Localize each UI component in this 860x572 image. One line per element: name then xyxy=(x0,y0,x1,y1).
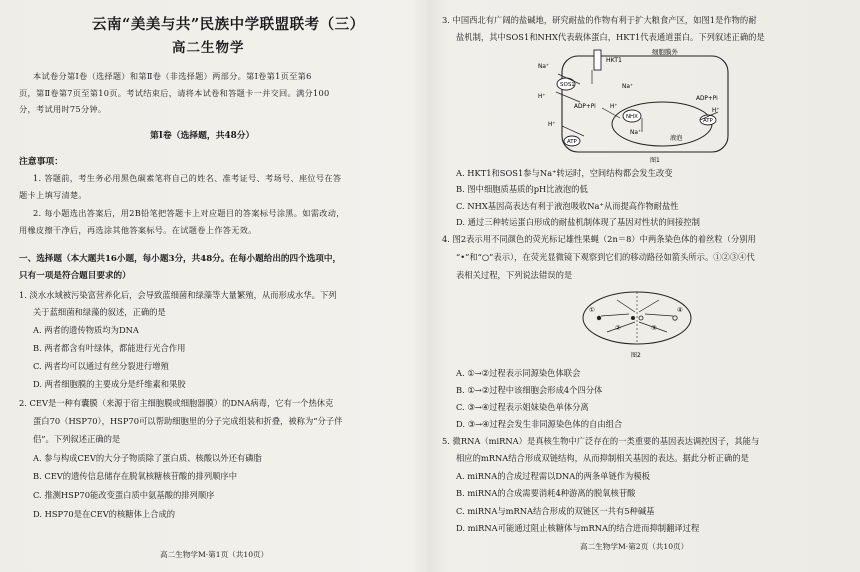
hkt1-channel xyxy=(594,50,601,70)
q3-option-b: B. 图中细胞质基质的pH比液泡的低 xyxy=(456,184,588,194)
page-2-footer: 高二生物学M·第2页（共10页） xyxy=(580,542,689,551)
figure-1-caption: 图1 xyxy=(650,157,660,164)
q4-stem-1: 4. 图2表示用不同颜色的荧光标记雄性果蝇（2n＝8）中两条染色体的着丝粒（分别用 xyxy=(442,234,756,244)
hkt1-label: HKT1 xyxy=(606,57,622,64)
q3-option-a: A. HKT1和SOS1参与Na⁺转运时，空间结构都会发生改变 xyxy=(456,168,673,178)
exam-subtitle: 高二生物学 xyxy=(172,40,245,56)
q5-stem-1: 5. 微RNA（miRNA）是真核生物中广泛存在的一类重要的基因表达调控因子，其能与 xyxy=(442,436,760,446)
figure-2-diagram xyxy=(577,288,697,360)
intro-line-1: 本试卷分第Ⅰ卷（选择题）和第Ⅱ卷（非选择题）两部分。第Ⅰ卷第1页至第6 xyxy=(33,71,312,81)
centromere-ring-1 xyxy=(673,316,677,320)
intro-line-2: 页，第Ⅱ卷第7页至第10页。考试结束后，请将本试卷和答题卡一并交回。满分100 xyxy=(19,88,330,98)
nhx-na: Na⁺ xyxy=(630,130,641,136)
note-2-line-2: 用橡皮擦干净后，再选涂其他答案标号。在试题卷上作答无效。 xyxy=(19,225,257,235)
transport-arrows xyxy=(556,70,718,136)
process-label-4: ④ xyxy=(677,306,683,314)
q5-option-a: A. miRNA的合成过程需以DNA的两条单链作为模板 xyxy=(456,471,650,481)
note-2-line-1: 2. 每小题选出答案后，用2B铅笔把答题卡上对应题目的答案标号涂黑。如需改动， xyxy=(33,208,345,218)
section1-line-1: 一、选择题（本大题共16小题，每小题3分，共48分。在每小题给出的四个选项中， xyxy=(19,254,342,264)
notes-heading: 注意事项： xyxy=(19,157,63,167)
q5-option-c: C. miRNA与mRNA结合形成的双链区一共有5种碱基 xyxy=(456,506,655,516)
q3-option-c: C. NHX基因高表达有利于液泡吸收Na⁺从而提高作物耐盐性 xyxy=(456,201,679,211)
q2-option-d: D. HSP70是在CEV的核糖体上合成的 xyxy=(33,509,176,519)
centromere-dot-1 xyxy=(597,316,601,320)
centromere-dot-2 xyxy=(631,316,635,320)
q2-stem-3: 侣”。下列叙述正确的是 xyxy=(33,434,121,444)
nhx-label: NHX xyxy=(626,114,638,120)
q1-option-c: C. 两者均可以通过有丝分裂进行增殖 xyxy=(33,361,169,371)
page-1 xyxy=(0,0,428,572)
page-2 xyxy=(432,0,860,572)
h-right: H⁺ xyxy=(712,108,720,114)
q3-stem-2: 盐机制，其中SOS1和NHX代表载体蛋白，HKT1代表通道蛋白。下列叙述正确的是 xyxy=(456,32,765,42)
section1-line-2: 只有一项是符合题目要求的） xyxy=(19,271,131,281)
q5-stem-2: 相应的mRNA结合形成双链结构，从而抑制相关基因的表达。据此分析正确的是 xyxy=(456,453,749,463)
intro-line-3: 分，考试用时75分钟。 xyxy=(19,104,107,114)
q4-option-b: B. ①→②过程中该细胞会形成4个四分体 xyxy=(456,385,603,395)
process-label-2: ② xyxy=(615,324,621,332)
figure-2-caption: 图2 xyxy=(631,352,641,359)
na-center: Na⁺ xyxy=(622,84,633,90)
note-1-line-2: 题卡上填写清楚。 xyxy=(19,190,87,200)
sos1-na-out: Na⁺ xyxy=(538,64,549,70)
atp-right: ATP xyxy=(703,118,713,124)
figure-1-diagram xyxy=(532,46,732,164)
q3-option-d: D. 通过三种转运蛋白形成的耐盐机制体现了基因对性状的间接控制 xyxy=(456,217,700,227)
vacuole xyxy=(612,102,712,146)
q1-option-b: B. 两者都含有叶绿体，都能进行光合作用 xyxy=(33,343,186,353)
part1-heading: 第Ⅰ卷（选择题，共48分） xyxy=(150,131,255,141)
q1-option-a: A. 两者的遗传物质均为DNA xyxy=(33,325,139,335)
process-label-3: ③ xyxy=(651,324,657,332)
q4-stem-3: 表相关过程，下列说法错误的是 xyxy=(456,270,573,280)
q4-option-c: C. ③→④过程表示姐妹染色单体分离 xyxy=(456,402,589,412)
q1-option-d: D. 两者细胞膜的主要成分是纤维素和果胶 xyxy=(33,379,186,389)
atp-left: ATP xyxy=(567,139,577,145)
q2-option-a: A. 参与构成CEV的大分子物质除了蛋白质、核酸以外还有磷脂 xyxy=(33,453,262,463)
q5-option-b: B. miRNA的合成需要消耗4种游离的脱氧核苷酸 xyxy=(456,488,636,498)
q3-stem-1: 3. 中国西北有广阔的盐碱地，研究耐盐的作物有利于扩大粮食产区，如图1是作物的耐 xyxy=(442,15,757,25)
note-1-line-1: 1. 答题前，考生务必用黑色碳素笔将自己的姓名、准考证号、考场号、座位号在答 xyxy=(33,173,342,183)
sos1-h-out: H⁺ xyxy=(538,94,546,100)
q1-stem-1: 1. 淡水水域被污染富营养化后，会导致蓝细菌和绿藻等大量繁殖，从而形成水华。下列 xyxy=(19,290,337,300)
exam-title: 云南“美美与共”民族中学联盟联考（三） xyxy=(92,16,365,33)
q2-stem-1: 2. CEV是一种有囊膜（来源于宿主细胞膜或细胞器膜）的DNA病毒，它有一个热休克 xyxy=(19,398,334,408)
vacuole-label: 液泡 xyxy=(670,135,683,142)
centromere-ring-2 xyxy=(639,316,643,320)
nhx-h: H⁺ xyxy=(610,104,618,110)
sos1-label: SOS1 xyxy=(560,82,575,88)
q4-option-a: A. ①→②过程表示同源染色体联会 xyxy=(456,368,581,378)
h-left: H⁺ xyxy=(548,122,556,128)
outside-label: 细胞膜外 xyxy=(652,48,678,56)
page-1-footer: 高二生物学M·第1页（共10页） xyxy=(160,550,269,559)
adp-right: ADP+Pi xyxy=(696,96,718,102)
q2-option-b: B. CEV的遗传信息储存在脱氧核糖核苷酸的排列顺序中 xyxy=(33,471,238,481)
q2-option-c: C. 推测HSP70能改变蛋白质中氨基酸的排列顺序 xyxy=(33,490,215,500)
q4-stem-2: “•”和“○”表示），在荧光显微镜下观察到它们的移动路径如箭头所示。①②③④代 xyxy=(456,252,755,262)
process-label-1: ① xyxy=(589,306,595,314)
q5-option-d: D. miRNA可能通过阻止核糖体与mRNA的结合进而抑制翻译过程 xyxy=(456,523,700,533)
q4-option-d: D. ③→④过程会发生非同源染色体的自由组合 xyxy=(456,419,623,429)
adp-left: ADP+Pi xyxy=(574,104,596,110)
q2-stem-2: 蛋白70（HSP70），HSP70可以帮助细胞里的分子完成组装和折叠，被称为“分子伴 xyxy=(33,416,343,426)
q1-stem-2: 关于蓝细菌和绿藻的叙述，正确的是 xyxy=(33,307,166,317)
